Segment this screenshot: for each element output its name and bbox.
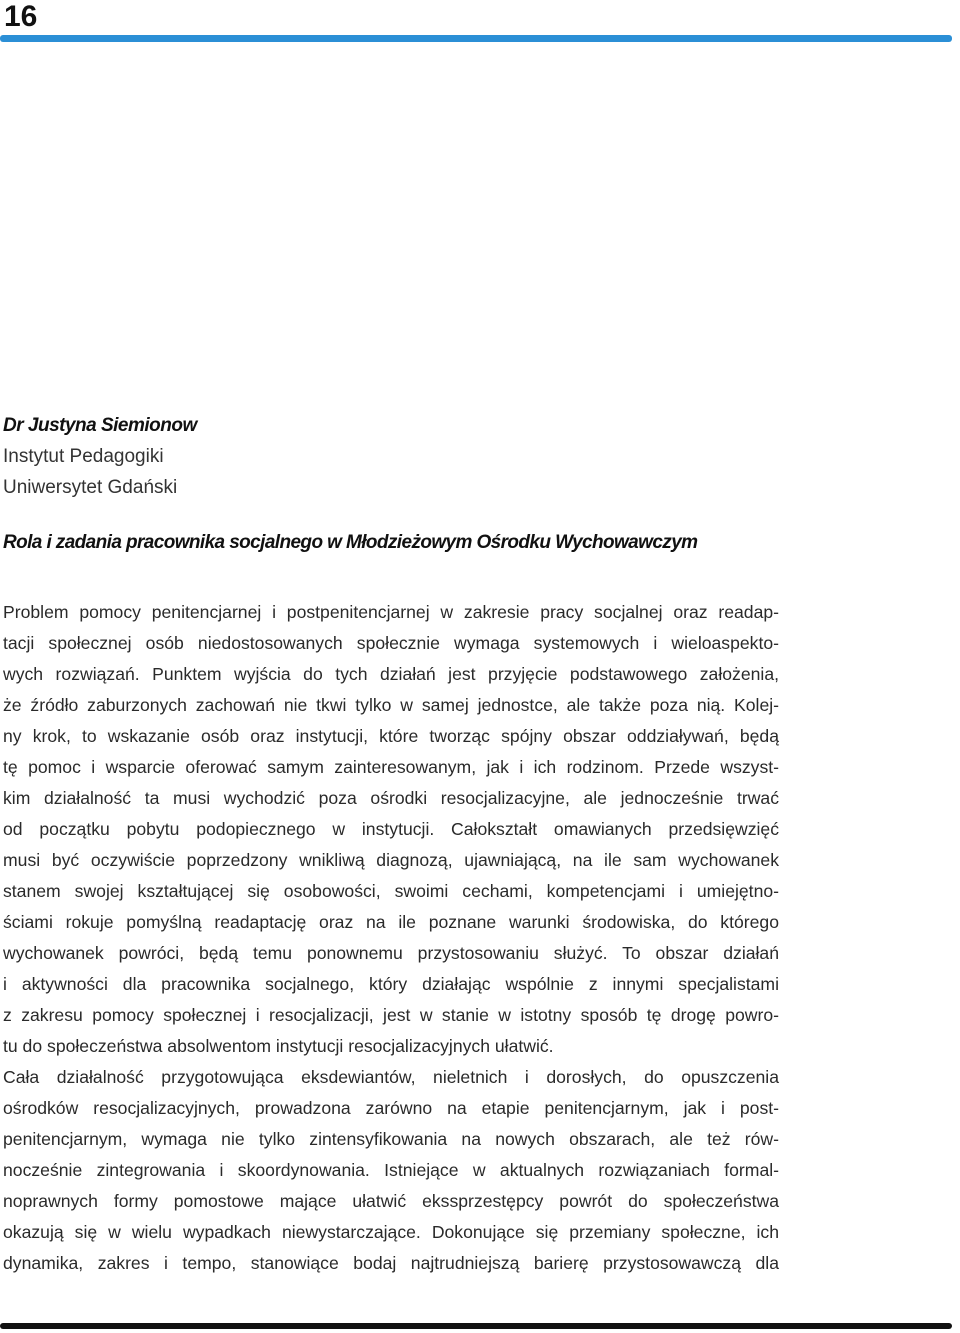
body-line: penitencjarnym, wymaga nie tylko zintensyfikowania na nowych obszarach, ale też rów-: [3, 1129, 779, 1149]
body-line: dynamika, zakres i tempo, stanowiące bodaj najtrudniejszą barierę przystosowawczą dla: [3, 1253, 779, 1273]
author-name: Dr Justyna Siemionow: [3, 415, 197, 436]
body-line: musi być oczywiście poprzedzony wnikliwą diagnozą, ujawniającą, na ile sam wychowanek: [3, 850, 779, 870]
page-number: 16: [4, 0, 38, 33]
body-line: Cała działalność przygotowująca eksdewiantów, nieletnich i dorosłych, do opuszczenia: [3, 1067, 779, 1087]
body-line: kim działalność ta musi wychodzić poza ośrodki resocjalizacyjne, ale jednocześnie trwać: [3, 788, 779, 808]
body-line: od początku pobytu podopiecznego w instytucji. Całokształt omawianych przedsięwzięć: [3, 819, 779, 839]
body-line: i aktywności dla pracownika socjalnego, który działając wspólnie z innymi specjalistami: [3, 974, 779, 994]
body-line: ośrodków resocjalizacyjnych, prowadzona zarówno na etapie penitencjarnym, jak i post-: [3, 1098, 779, 1118]
body-line: z zakresu pomocy społecznej i resocjalizacji, jest w stanie w istotny sposób tę drogę powro-: [3, 1005, 779, 1025]
body-line: wych rozwiązań. Punktem wyjścia do tych działań jest przyjęcie podstawowego założenia,: [3, 664, 779, 684]
body-line: ny krok, to wskazanie osób oraz instytucji, które tworząc spójny obszar oddziaływań, będą: [3, 726, 779, 746]
body-line: wychowanek powróci, będą temu ponownemu przystosowaniu służyć. To obszar działań: [3, 943, 779, 963]
author-university: Uniwersytet Gdański: [3, 477, 178, 498]
body-line: tu do społeczeństwa absolwentom instytucji resocjalizacyjnych ułatwić.: [3, 1036, 554, 1056]
body-line: ściami rokuje pomyślną readaptację oraz na ile poznane warunki środowiska, do którego: [3, 912, 779, 932]
body-line: nocześnie zintegrowania i skoordynowania. Istniejące w aktualnych rozwiązaniach formal-: [3, 1160, 779, 1180]
body-line: stanem swojej kształtującej się osobowości, swoimi cechami, kompetencjami i umiejętno-: [3, 881, 779, 901]
footer-rule: [0, 1323, 952, 1329]
body-line: że źródło zaburzonych zachowań nie tkwi tylko w samej jednostce, ale także poza nią. Kolej-: [3, 695, 779, 715]
article-body: [3, 597, 779, 1279]
author-block: [3, 410, 197, 503]
body-line: okazują się w wielu wypadkach niewystarczające. Dokonujące się przemiany społeczne, ich: [3, 1222, 779, 1242]
body-line: tę pomoc i wsparcie oferować samym zainteresowanym, jak i ich rodzinom. Przede wszyst-: [3, 757, 779, 777]
body-line: tacji społecznej osób niedostosowanych społecznie wymaga systemowych i wieloaspekto-: [3, 633, 779, 653]
header-rule: [0, 35, 952, 42]
author-institute: Instytut Pedagogiki: [3, 446, 164, 467]
body-line: Problem pomocy penitencjarnej i postpenitencjarnej w zakresie pracy socjalnej oraz readap-: [3, 602, 779, 622]
body-line: noprawnych formy pomostowe mające ułatwić ekssprzestępcy powrót do społeczeństwa: [3, 1191, 779, 1211]
article-title: Rola i zadania pracownika socjalnego w Młodzieżowym Ośrodku Wychowawczym: [3, 532, 698, 553]
